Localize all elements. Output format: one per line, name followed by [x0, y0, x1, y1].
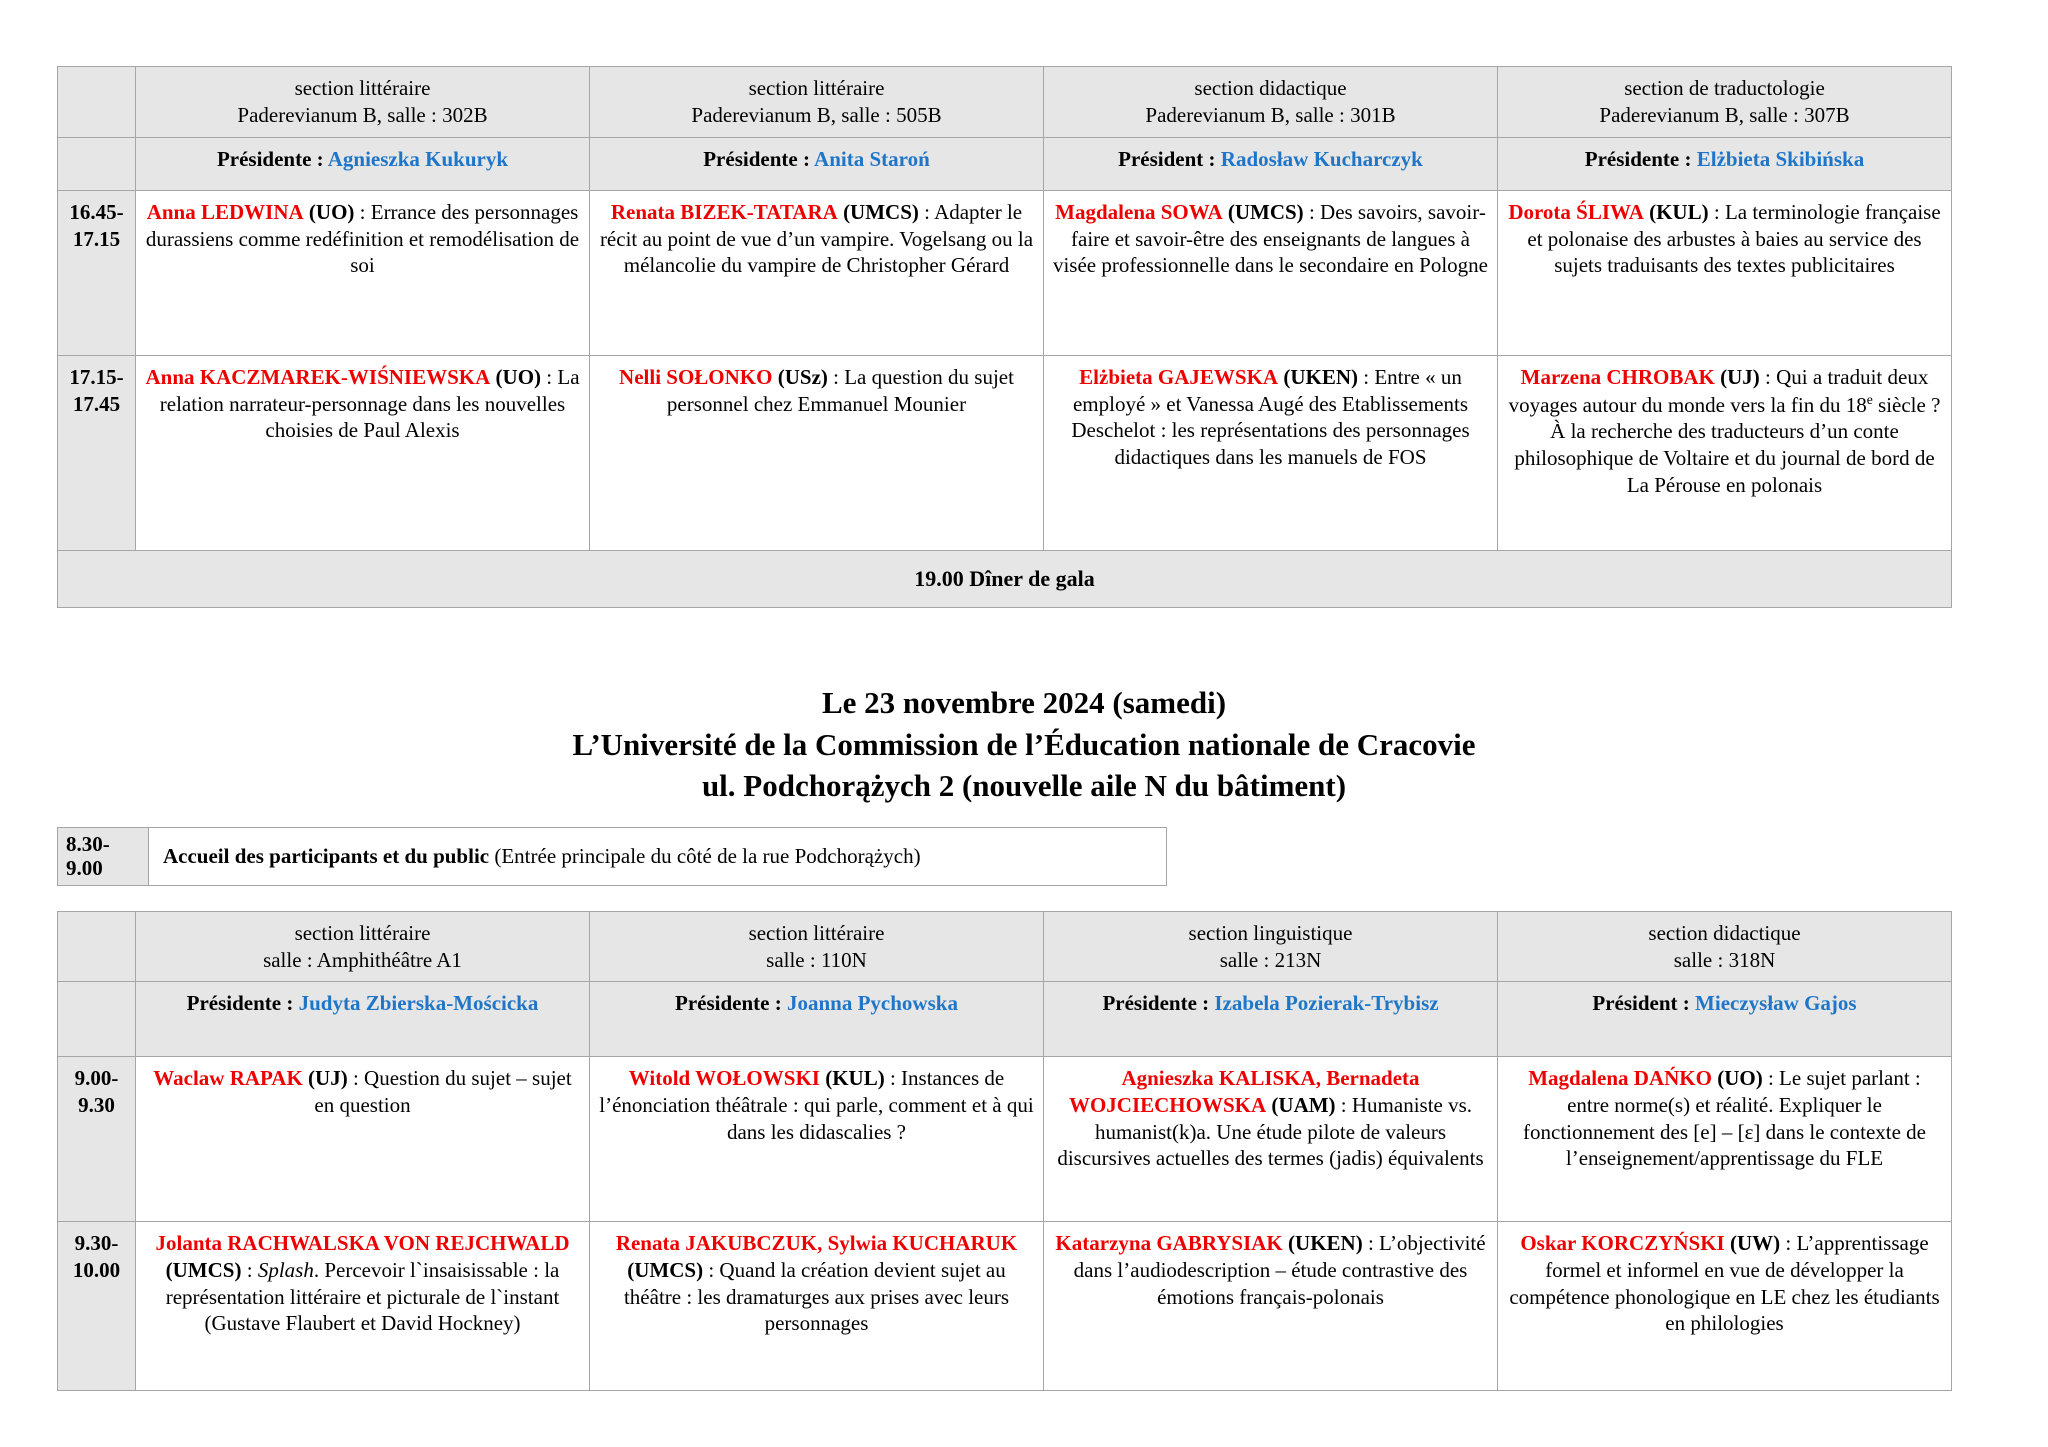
affiliation: (KUL): [825, 1066, 885, 1091]
chair-name: Anita Staroń: [814, 147, 930, 171]
talk-cell: [1044, 1057, 1498, 1222]
time-cell: [58, 1222, 136, 1391]
day1-session-table: [57, 66, 1952, 608]
time-line: 17.15: [72, 226, 121, 251]
affiliation: (USz): [777, 365, 828, 389]
talk-cell: [590, 191, 1044, 356]
chair-name: Agnieszka Kukuryk: [327, 147, 509, 171]
affiliation: (KUL): [1649, 200, 1709, 224]
chair-label: Président :: [1118, 147, 1221, 171]
affiliation: (UKEN): [1288, 1231, 1363, 1256]
speaker-name: Elżbieta GAJEWSKA: [1079, 365, 1279, 389]
talk-cell: [590, 1222, 1044, 1391]
talk-cell: [1498, 1222, 1952, 1391]
chair-label: Présidente :: [186, 991, 299, 1016]
corner-cell: [58, 912, 136, 982]
day2-venue-line: L’Université de la Commission de l’Éducation nationale de Cracovie: [572, 726, 1476, 762]
speaker-name: Katarzyna GABRYSIAK: [1055, 1231, 1283, 1256]
chair-name: Mieczysław Gajos: [1695, 991, 1857, 1016]
section-header-cell: [1044, 67, 1498, 138]
talk-cell: [1498, 356, 1952, 551]
affiliation: (UMCS): [1227, 200, 1304, 224]
section-room: salle : 213N: [1219, 947, 1322, 972]
top-margin: [0, 0, 2048, 66]
chair-name: Judyta Zbierska-Mościcka: [298, 991, 539, 1016]
affiliation: (UW): [1729, 1231, 1781, 1256]
affiliation: (UO): [495, 365, 542, 389]
affiliation: (UMCS): [627, 1258, 704, 1283]
talk-cell: [136, 1222, 590, 1391]
session-row: [58, 356, 1952, 551]
session-row: [58, 191, 1952, 356]
time-line: 9.30: [78, 1093, 115, 1118]
section-room: salle : 318N: [1673, 947, 1776, 972]
spacer: [0, 886, 2048, 911]
speaker-name: Agnieszka KALISKA, Bernadeta WOJCIECHOWSKA: [1068, 1066, 1420, 1118]
speaker-name: Anna KACZMAREK-WIŚNIEWSKA: [145, 365, 491, 389]
day2-session-table-container: [0, 911, 2048, 1391]
time-cell: [58, 1057, 136, 1222]
section-room: Paderevianum B, salle : 505B: [691, 102, 942, 127]
time-line: 17.15-: [69, 365, 124, 389]
chair-label: Présidente :: [216, 147, 328, 171]
affiliation: (UAM): [1271, 1093, 1336, 1118]
accueil-detail: (Entrée principale du côté de la rue Podchorążych): [489, 843, 921, 868]
chair-cell: [1044, 138, 1498, 191]
section-room: Paderevianum B, salle : 301B: [1145, 102, 1396, 127]
affiliation: (UJ): [1720, 365, 1760, 389]
speaker-name: Oskar KORCZYŃSKI: [1520, 1231, 1725, 1256]
talk-description: : Quand la création devient sujet au théâtre : les dramaturges aux prises avec leurs personnages: [623, 1258, 1010, 1336]
time-line: 9.00-: [74, 1066, 119, 1091]
talk-cell: [136, 356, 590, 551]
section-name: section littéraire: [294, 76, 431, 100]
day2-address-line: ul. Podchorążych 2 (nouvelle aile N du bâtiment): [701, 768, 1347, 804]
affiliation: (UMCS): [843, 200, 919, 224]
time-line: 10.00: [72, 1258, 121, 1283]
talk-description: : Errance des personnages durassiens comme redéfinition et remodélisation de soi: [145, 200, 580, 278]
affiliation: (UO): [1717, 1066, 1763, 1091]
talk-description: : La relation narrateur-personnage dans les nouvelles choisies de Paul Alexis: [159, 365, 580, 443]
talk-description: : Splash. Percevoir l`insaisissable : la représentation littéraire et picturale de l`instant (Gustave Flaubert et David Hockney): [165, 1258, 560, 1336]
talk-description: : Humaniste vs. humanist(k)a. Une étude pilote de valeurs discursives actuelles des termes (jadis) équivalents: [1057, 1093, 1484, 1171]
talk-cell: [136, 191, 590, 356]
chair-name: Elżbieta Skibińska: [1696, 147, 1865, 171]
section-room: Paderevianum B, salle : 307B: [1599, 102, 1850, 127]
section-header-cell: [1044, 912, 1498, 982]
speaker-name: Renata BIZEK-TATARA: [610, 200, 838, 224]
corner-cell: [58, 138, 136, 191]
section-header-cell: [1498, 912, 1952, 982]
chair-cell: [1498, 138, 1952, 191]
gala-row: [58, 551, 1952, 608]
talk-description: : La terminologie française et polonaise des arbustes à baies au service des sujets traduisants des textes publicitaires: [1527, 200, 1941, 278]
affiliation: (UMCS): [165, 1258, 242, 1283]
talk-description: : Adapter le récit au point de vue d’un vampire. Vogelsang ou la mélancolie du vampire de Christopher Gérard: [599, 200, 1034, 278]
section-header-row: [58, 912, 1952, 982]
chair-row: [58, 138, 1952, 191]
time-cell: [58, 191, 136, 356]
chair-cell: [590, 138, 1044, 191]
section-name: section didactique: [1194, 76, 1347, 100]
accueil-row-table: [57, 827, 1167, 887]
speaker-name: Renata JAKUBCZUK, Sylwia KUCHARUK: [615, 1231, 1018, 1256]
section-name: section littéraire: [748, 921, 885, 946]
speaker-name: Dorota ŚLIWA: [1508, 200, 1644, 224]
day2-session-table: [57, 911, 1952, 1391]
talk-description: : Instances de l’énonciation théâtrale : qui parle, comment et à qui dans les didascalies ?: [599, 1066, 1034, 1144]
talk-description: : Question du sujet – sujet en question: [314, 1066, 572, 1118]
section-name: section littéraire: [294, 921, 431, 946]
affiliation: (UKEN): [1283, 365, 1359, 389]
talk-description: : Entre « un employé » et Vanessa Augé des Etablissements Deschelot : les représentations des personnages didactiques dans les manuels de FOS: [1071, 365, 1470, 469]
chair-name: Joanna Pychowska: [787, 991, 958, 1016]
chair-row: [58, 982, 1952, 1057]
speaker-name: Jolanta RACHWALSKA VON REJCHWALD: [155, 1231, 570, 1256]
section-header-cell: [136, 67, 590, 138]
affiliation: (UO): [308, 200, 355, 224]
section-name: section littéraire: [748, 76, 885, 100]
talk-cell: [1044, 356, 1498, 551]
accueil-text-cell: [149, 827, 1167, 886]
speaker-name: Waclaw RAPAK: [153, 1066, 303, 1091]
superscript: e: [1866, 391, 1873, 407]
time-line: 9.00: [66, 856, 103, 881]
chair-label: Présidente :: [1584, 147, 1697, 171]
corner-cell: [58, 67, 136, 138]
accueil-title: Accueil des participants et du public: [163, 843, 490, 868]
day2-date-line: Le 23 novembre 2024 (samedi): [821, 685, 1227, 720]
chair-cell: [1498, 982, 1952, 1057]
speaker-name: Marzena CHROBAK: [1520, 365, 1715, 389]
chair-cell: [136, 138, 590, 191]
corner-cell: [58, 982, 136, 1057]
speaker-name: Witold WOŁOWSKI: [628, 1066, 820, 1091]
chair-name: Izabela Pozierak-Trybisz: [1214, 991, 1439, 1016]
chair-cell: [590, 982, 1044, 1057]
talk-description: : L’apprentissage formel et informel en vue de développer la compétence phonologique en LE chez les étudiants en philologies: [1509, 1231, 1940, 1336]
talk-cell: [590, 356, 1044, 551]
talk-description: : La question du sujet personnel chez Emmanuel Mounier: [666, 365, 1014, 416]
talk-cell: [1044, 1222, 1498, 1391]
chair-cell: [136, 982, 590, 1057]
section-room: salle : Amphithéâtre A1: [263, 947, 462, 972]
section-name: section linguistique: [1188, 921, 1353, 946]
day1-session-table-container: [0, 66, 2048, 608]
section-header-row: [58, 67, 1952, 138]
talk-description: : L’objectivité dans l’audiodescription – étude contrastive des émotions français-polonais: [1073, 1231, 1486, 1309]
accueil-row: [58, 827, 1167, 886]
session-row: [58, 1057, 1952, 1222]
chair-label: Président :: [1592, 991, 1696, 1016]
accueil-time-cell: [58, 827, 149, 886]
talk-cell: [136, 1057, 590, 1222]
chair-cell: [1044, 982, 1498, 1057]
speaker-name: Magdalena SOWA: [1055, 200, 1223, 224]
talk-cell: [590, 1057, 1044, 1222]
speaker-name: Nelli SOŁONKO: [619, 365, 773, 389]
section-header-cell: [136, 912, 590, 982]
chair-name: Radosław Kucharczyk: [1220, 147, 1423, 171]
chair-label: Présidente :: [675, 991, 787, 1016]
day2-heading: [0, 682, 2048, 807]
section-header-cell: [1498, 67, 1952, 138]
chair-label: Présidente :: [1102, 991, 1215, 1016]
italic-title: Splash: [257, 1258, 314, 1283]
affiliation: (UJ): [308, 1066, 348, 1091]
section-name: section de traductologie: [1624, 76, 1825, 100]
time-line: 16.45-: [69, 200, 124, 224]
time-line: 8.30-: [66, 831, 110, 856]
section-header-cell: [590, 912, 1044, 982]
talk-cell: [1498, 1057, 1952, 1222]
talk-description: : Des savoirs, savoir-faire et savoir-être des enseignants de langues à visée professionnelle dans le secondaire en Pologne: [1052, 200, 1489, 278]
gala-cell: 19.00 Dîner de gala: [58, 551, 1952, 608]
talk-description: : Qui a traduit deux voyages autour du monde vers la fin du 18e siècle ? À la recherche des traducteurs d’un conte philosophique de Voltaire et du journal de bord de La Pérouse en polonais: [1508, 365, 1941, 497]
session-row: [58, 1222, 1952, 1391]
time-line: 9.30-: [74, 1231, 119, 1256]
time-cell: [58, 356, 136, 551]
speaker-name: Magdalena DAŃKO: [1528, 1066, 1712, 1091]
section-room: Paderevianum B, salle : 302B: [237, 102, 488, 127]
time-line: 17.45: [72, 391, 121, 416]
section-header-cell: [590, 67, 1044, 138]
talk-cell: [1044, 191, 1498, 356]
talk-description: : Le sujet parlant : entre norme(s) et réalité. Expliquer le fonctionnement des [e] – [ɛ] dans le contexte de l’enseignement/apprentissage du FLE: [1523, 1066, 1926, 1171]
section-name: section didactique: [1648, 921, 1801, 946]
section-room: salle : 110N: [766, 947, 867, 972]
talk-cell: [1498, 191, 1952, 356]
speaker-name: Anna LEDWINA: [146, 200, 304, 224]
chair-label: Présidente :: [703, 147, 815, 171]
